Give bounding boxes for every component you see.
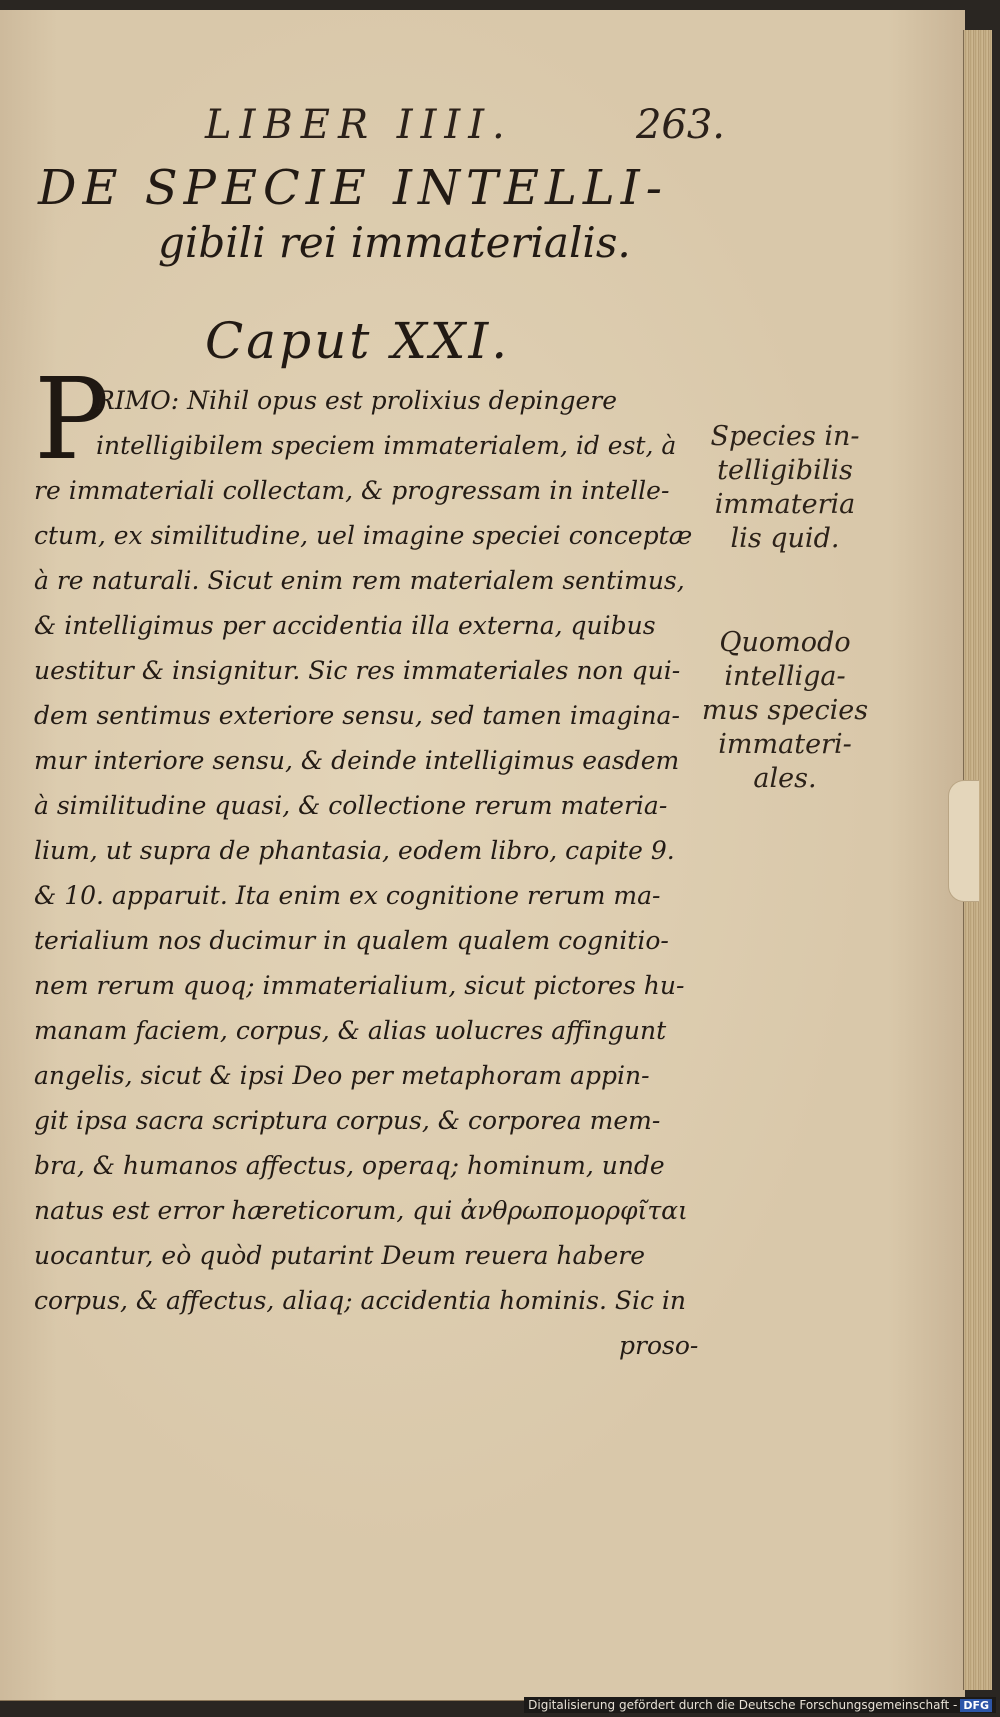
running-title: LIBER IIII.: [205, 102, 513, 148]
text-line: uestitur & insignitur. Sic res immateriales non qui-: [34, 656, 681, 685]
digitization-credit: [524, 1697, 996, 1713]
book-page: [0, 10, 965, 1701]
marginal-note-line: Species in-: [710, 421, 860, 452]
text-line: natus est error hæreticorum, qui ἀνθρωπομορφῖται: [34, 1196, 688, 1225]
running-header: [205, 102, 725, 152]
text-line: nem rerum quoq; immaterialium, sicut pictores hu-: [34, 971, 685, 1000]
marginal-note-line: immateri-: [718, 729, 852, 760]
marginal-note-line: lis quid.: [730, 523, 840, 554]
text-line: uocantur, eò quòd putarint Deum reuera habere: [34, 1241, 645, 1270]
text-line: RIMO: Nihil opus est prolixius depingere: [96, 386, 618, 415]
marginal-note-line: immateria: [714, 489, 856, 520]
page-tab: [948, 780, 979, 902]
text-line: terialium nos ducimur in qualem qualem cognitio-: [34, 926, 669, 955]
text-line: dem sentimus exteriore sensu, sed tamen imagina-: [34, 701, 680, 730]
page-number: 263.: [635, 102, 725, 148]
chapter-number: Caput XXI.: [205, 312, 511, 370]
marginal-note-species: [690, 420, 880, 556]
marginal-note-line: mus species: [701, 695, 869, 726]
credit-text: Digitalisierung gefördert durch die Deutsche Forschungsgemeinschaft -: [528, 1698, 958, 1712]
text-line: re immateriali collectam, & progressam in intelle-: [34, 476, 670, 505]
dfg-logo: DFG: [960, 1699, 992, 1712]
text-line: ctum, ex similitudine, uel imagine speciei conceptæ: [34, 521, 693, 550]
marginal-note-line: ales.: [753, 763, 817, 794]
text-line: git ipsa sacra scriptura corpus, & corporea mem-: [34, 1106, 661, 1135]
drop-capital: P: [34, 355, 110, 485]
marginal-note-line: telligibilis: [717, 455, 853, 486]
text-line: corpus, & affectus, aliaq; accidentia hominis. Sic in: [34, 1286, 687, 1315]
text-line: manam faciem, corpus, & alias uolucres affingunt: [34, 1016, 667, 1045]
text-line: mur interiore sensu, & deinde intelligimus easdem: [34, 746, 680, 775]
chapter-title-line1: DE SPECIE INTELLI-: [38, 160, 668, 216]
marginal-note-quomodo: [690, 626, 880, 796]
text-line: à similitudine quasi, & collectione rerum materia-: [34, 791, 668, 820]
text-line: & 10. apparuit. Ita enim ex cognitione rerum ma-: [34, 881, 661, 910]
text-line: angelis, sicut & ipsi Deo per metaphoram appin-: [34, 1061, 650, 1090]
marginal-note-line: Quomodo: [719, 627, 851, 658]
chapter-title-line2: gibili rei immaterialis.: [158, 218, 631, 267]
text-line: à re naturali. Sicut enim rem materialem sentimus,: [34, 566, 685, 595]
text-line: lium, ut supra de phantasia, eodem libro, capite 9.: [34, 836, 675, 865]
text-line: intelligibilem speciem immaterialem, id est, à: [96, 431, 677, 460]
text-line: bra, & humanos affectus, operaq; hominum, unde: [34, 1151, 665, 1180]
text-line: & intelligimus per accidentia illa externa, quibus: [34, 611, 656, 640]
catchword: proso-: [619, 1331, 699, 1360]
marginal-note-line: intelliga-: [724, 661, 846, 692]
